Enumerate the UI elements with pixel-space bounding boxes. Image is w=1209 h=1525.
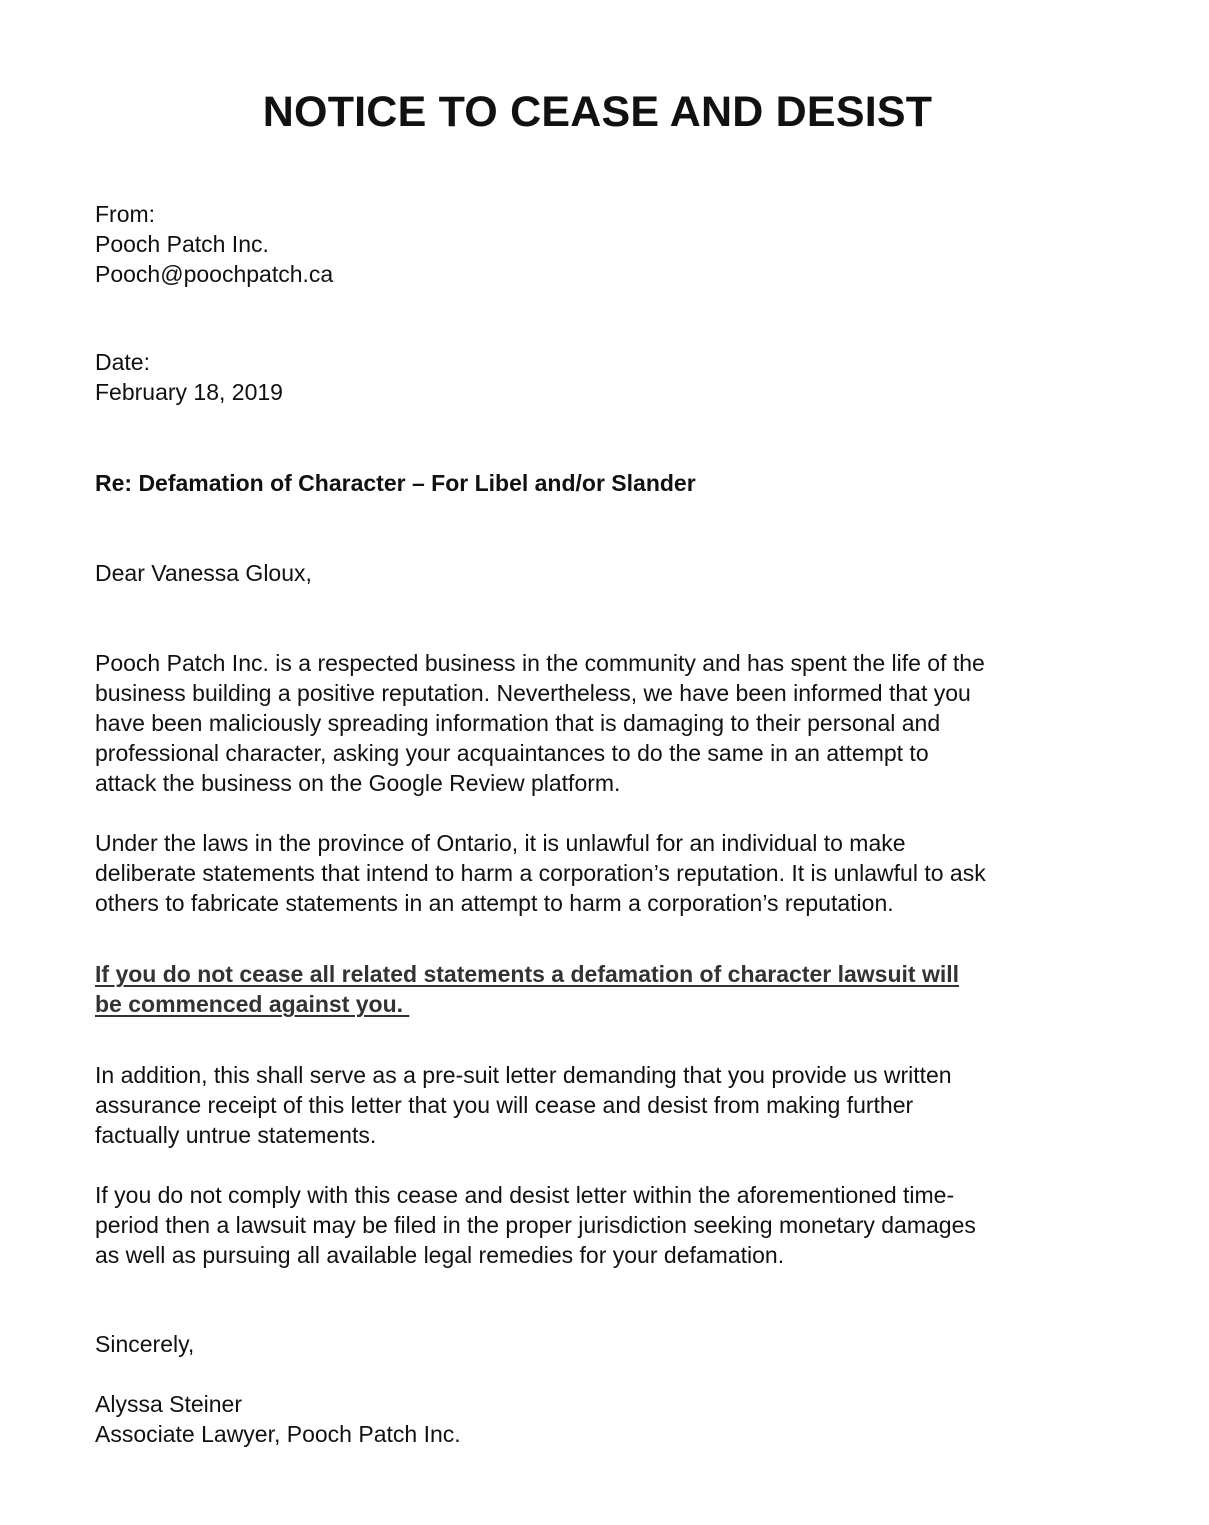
paragraph-line: as well as pursuing all available legal remedies for your defamation. (95, 1242, 785, 1268)
sender-name: Pooch Patch Inc. (95, 231, 269, 257)
closing (95, 1329, 1105, 1359)
signatory-name: Alyssa Steiner (95, 1391, 243, 1417)
paragraph-line: professional character, asking your acquaintances to do the same in an attempt to (95, 740, 929, 766)
paragraph-line: If you do not comply with this cease and desist letter within the aforementioned time- (95, 1182, 955, 1208)
paragraph-line: business building a positive reputation. Nevertheless, we have been informed that you (95, 680, 971, 706)
warning-line: If you do not cease all related statements a defamation of character lawsuit will (95, 961, 960, 987)
paragraph-line: assurance receipt of this letter that you will cease and desist from making further (95, 1092, 914, 1118)
warning-statement (95, 959, 1105, 1019)
paragraph-line: have been maliciously spreading information that is damaging to their personal and (95, 710, 941, 736)
paragraph-line: deliberate statements that intend to harm a corporation’s reputation. It is unlawful to ask (95, 860, 986, 886)
paragraph-line: Pooch Patch Inc. is a respected business in the community and has spent the life of the (95, 650, 985, 676)
paragraph-line: others to fabricate statements in an attempt to harm a corporation’s reputation. (95, 890, 894, 916)
sender-email: Pooch@poochpatch.ca (95, 261, 334, 287)
sender-block (95, 199, 1105, 289)
paragraph-line: period then a lawsuit may be filed in the proper jurisdiction seeking monetary damages (95, 1212, 976, 1238)
date-value: February 18, 2019 (95, 379, 283, 405)
warning-line: be commenced against you. (95, 991, 410, 1017)
paragraph-reputation (95, 648, 1105, 798)
paragraph-law (95, 828, 1105, 918)
subject-line (95, 468, 1105, 498)
salutation (95, 558, 1105, 588)
date-label: Date: (95, 349, 150, 375)
date-block (95, 347, 1105, 407)
signatory-title: Associate Lawyer, Pooch Patch Inc. (95, 1421, 461, 1447)
signature-block (95, 1389, 1105, 1449)
paragraph-line: factually untrue statements. (95, 1122, 377, 1148)
paragraph-pre-suit (95, 1060, 1105, 1150)
subject-text: Re: Defamation of Character – For Libel and/or Slander (95, 470, 696, 496)
paragraph-line: In addition, this shall serve as a pre-suit letter demanding that you provide us written (95, 1062, 952, 1088)
salutation-text: Dear Vanessa Gloux, (95, 560, 312, 586)
from-label: From: (95, 201, 156, 227)
paragraph-line: Under the laws in the province of Ontario, it is unlawful for an individual to make (95, 830, 906, 856)
paragraph-compliance (95, 1180, 1105, 1270)
closing-text: Sincerely, (95, 1331, 195, 1357)
document-title: NOTICE TO CEASE AND DESIST (262, 88, 933, 136)
paragraph-line: attack the business on the Google Review platform. (95, 770, 621, 796)
